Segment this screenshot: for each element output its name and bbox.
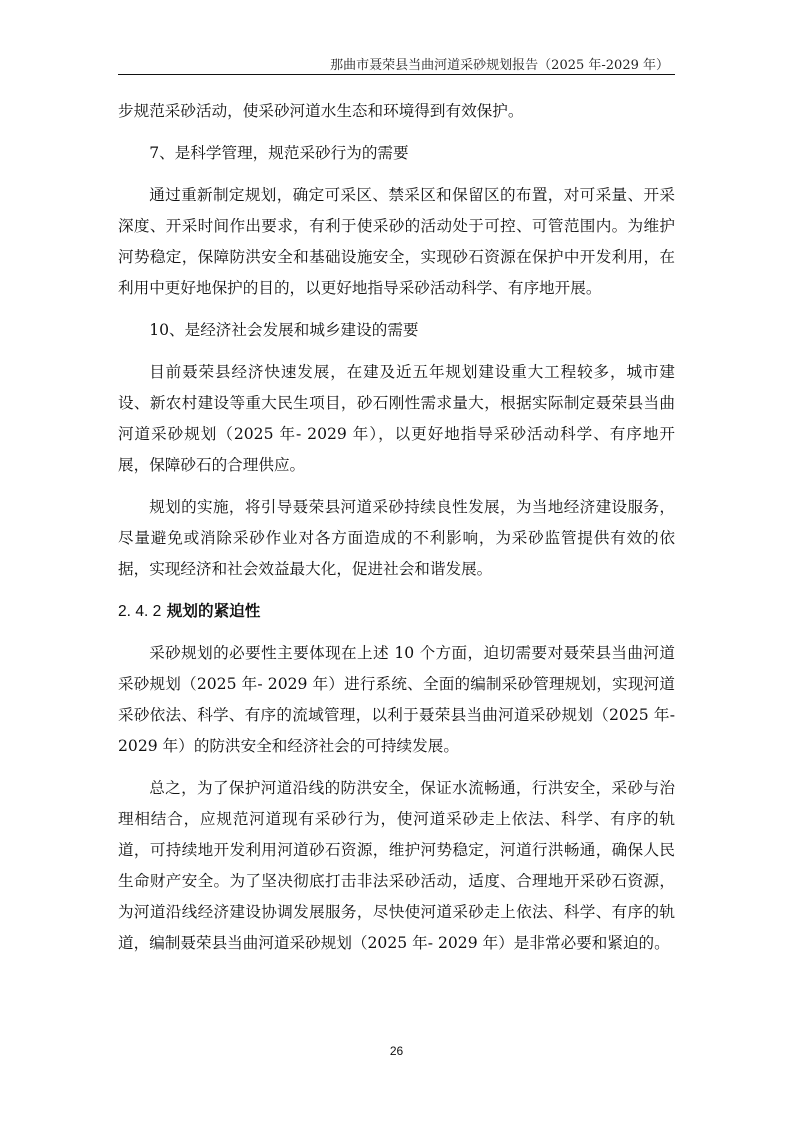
running-header: 那曲市聂荣县当曲河道采砂规划报告（2025 年-2029 年） bbox=[330, 58, 669, 73]
section-number: 2. 4. 2 bbox=[118, 603, 162, 620]
section-heading bbox=[118, 596, 675, 627]
body-paragraph: 目前聂荣县经济快速发展，在建及近五年规划建设重大工程较多，城市建设、新农村建设等重大民生项目，砂石刚性需求量大，根据实际制定聂荣县当曲河道采砂规划（2025 年- 2029 年），以更好地指导采砂活动科学、有序地开展，保障砂石的合理供应。 bbox=[118, 363, 675, 474]
body-paragraph: 总之，为了保护河道沿线的防洪安全，保证水流畅通，行洪安全，采砂与治理相结合，应规范河道现有采砂行为，使河道采砂走上依法、科学、有序的轨道，可持续地开发利用河道砂石资源，维护河势稳定，河道行洪畅通，确保人民生命财产安全。为了坚决彻底打击非法采砂活动，适度、合理地开采砂石资源，为河道沿线经济建设协调发展服务，尽快使河道采砂走上依法、科学、有序的轨道，编制聂荣县当曲河道采砂规划（2025 年- 2029 年）是非常必要和紧迫的。 bbox=[118, 779, 675, 952]
page-number: 26 bbox=[389, 1044, 404, 1058]
body-paragraph: 通过重新制定规划，确定可采区、禁采区和保留区的布置，对可采量、开采深度、开采时间作出要求，有利于使采砂的活动处于可控、可管范围内。为维护河势稳定，保障防洪安全和基础设施安全，实现砂石资源在保护中开发利用，在利用中更好地保护的目的，以更好地指导采砂活动科学、有序地开展。 bbox=[118, 186, 675, 297]
header-rule bbox=[118, 74, 675, 75]
section-title: 规划的紧迫性 bbox=[166, 602, 261, 620]
page-body bbox=[118, 96, 675, 970]
numbered-point-heading: 7、是科学管理，规范采砂行为的需要 bbox=[149, 144, 409, 162]
body-paragraph: 规划的实施，将引导聂荣县河道采砂持续良性发展，为当地经济建设服务，尽量避免或消除采砂作业对各方面造成的不利影响，为采砂监管提供有效的依据，实现经济和社会效益最大化，促进社会和谐发展。 bbox=[118, 498, 675, 578]
body-paragraph: 采砂规划的必要性主要体现在上述 10 个方面，迫切需要对聂荣县当曲河道采砂规划（2025 年- 2029 年）进行系统、全面的编制采砂管理规划，实现河道采砂依法、科学、有序的流域管理，以利于聂荣县当曲河道采砂规划（2025 年- 2029 年）的防洪安全和经济社会的可持续发展。 bbox=[118, 644, 675, 755]
numbered-point-heading: 10、是经济社会发展和城乡建设的需要 bbox=[149, 321, 419, 339]
body-paragraph: 步规范采砂活动，使采砂河道水生态和环境得到有效保护。 bbox=[118, 102, 524, 120]
